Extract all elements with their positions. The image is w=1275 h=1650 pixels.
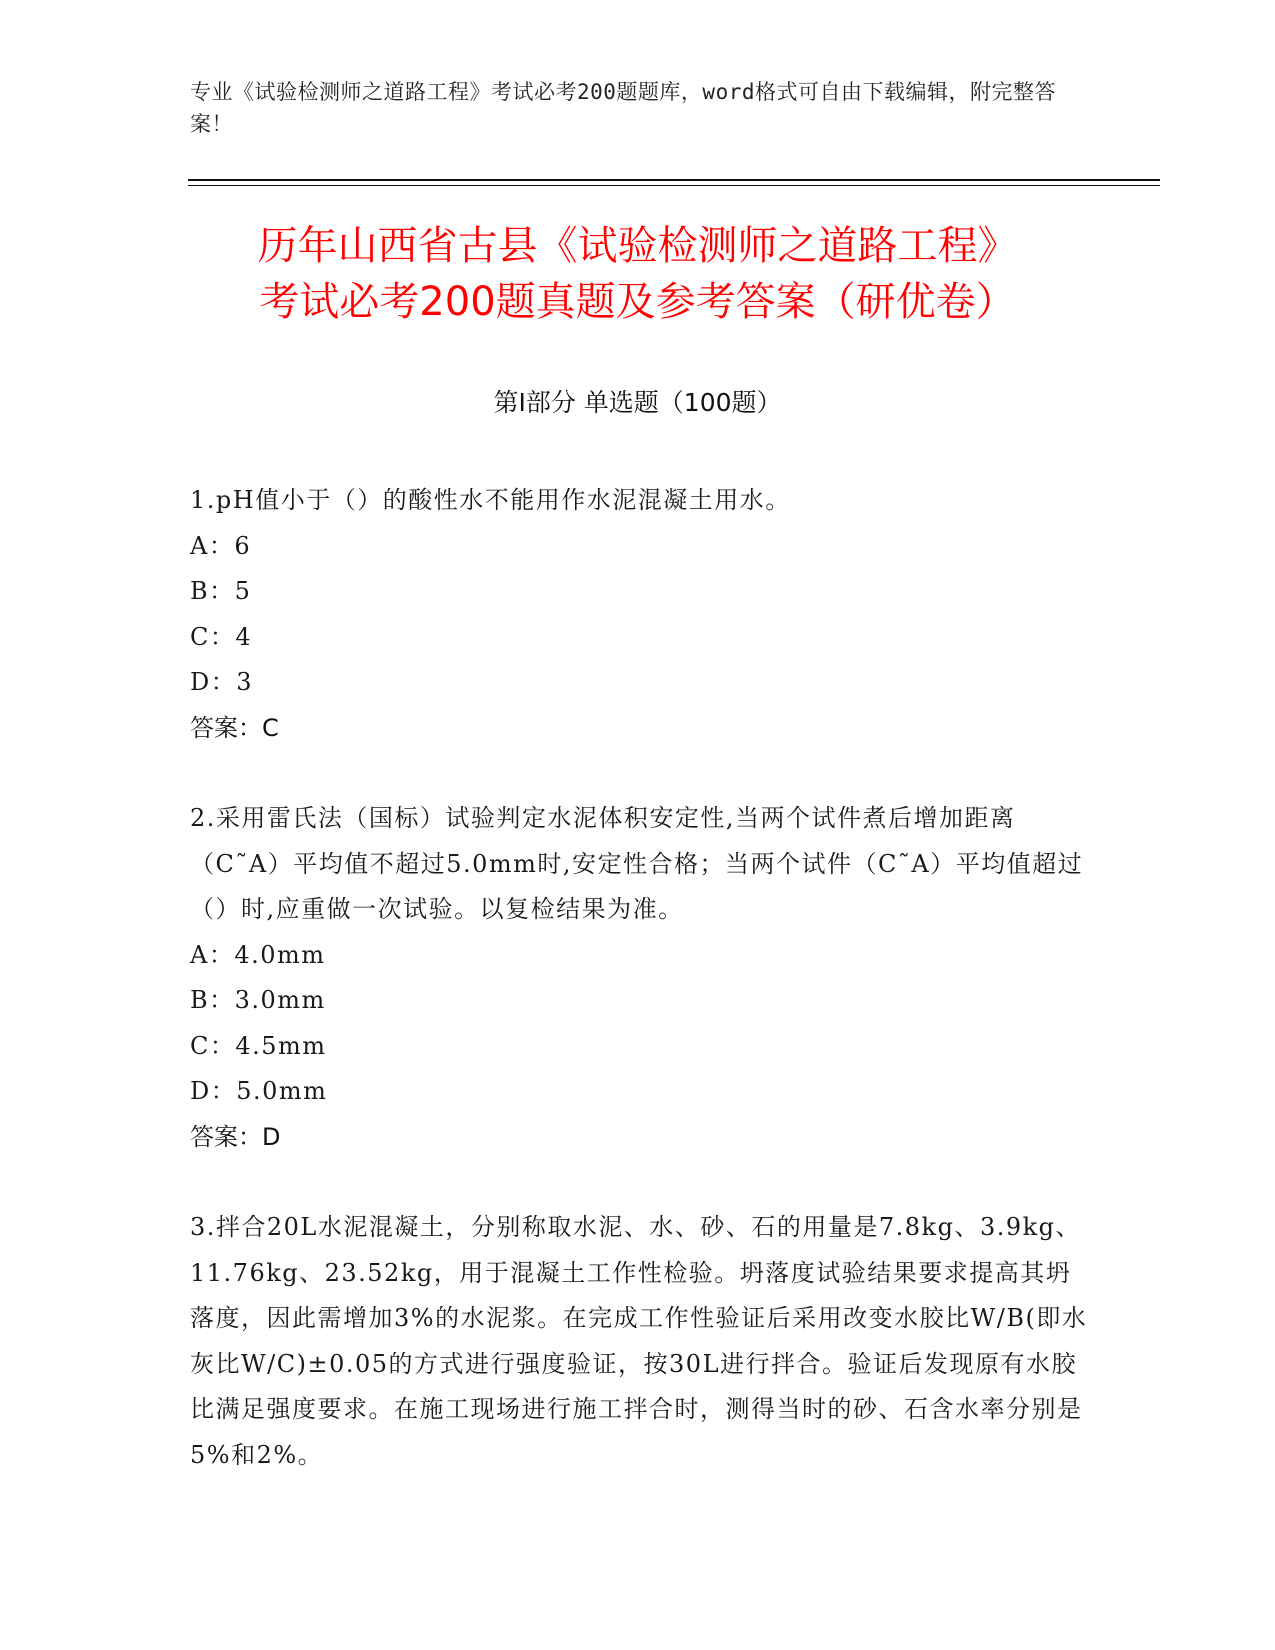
option-b: B：5 [190,577,252,605]
option-c: C：4 [190,622,253,651]
option-a: A：6 [190,531,252,560]
question-stem: 2.采用雷氏法（国标）试验判定水泥体积安定性,当两个试件煮后增加距离（C˜A）平均值不超过5.0mm时,安定性合格；当两个试件（C˜A）平均值超过（）时,应重做一次试验。以复检结果为准。 [190,804,1084,923]
document-title [130,218,1145,330]
document-title-line-2: 考试必考200题真题及参考答案（研优卷） [259,279,1016,325]
header-divider-thin [188,185,1160,186]
option-a: A：4.0mm [190,940,326,969]
option-d: D：5.0mm [190,1077,328,1105]
section-title: 第I部分 单选题（100题） [493,388,782,417]
option-b: B：3.0mm [190,986,326,1014]
question-1 [190,478,1090,751]
answer: 答案：C [190,713,279,742]
question-2 [190,796,1090,1160]
header-note: 专业《试验检测师之道路工程》考试必考200题题库，word格式可自由下载编辑，附完整答案！ [190,80,1056,136]
document-title-line-1: 历年山西省古县《试验检测师之道路工程》 [257,223,1018,269]
question-list [190,478,1090,1478]
question-stem: 3.拌合20L水泥混凝土，分别称取水泥、水、砂、石的用量是7.8kg、3.9kg、11.76kg、23.52kg，用于混凝土工作性检验。坍落度试验结果要求提高其坍落度，因此需增加3%的水泥浆。在完成工作性验证后采用改变水胶比W/B(即水灰比W/C)±0.05的方式进行强度验证，按30L进行拌合。验证后发现原有水胶比满足强度要求。在施工现场进行施工拌合时，测得当时的砂、石含水率分别是5%和2%。 [190,1213,1088,1469]
answer: 答案：D [190,1122,281,1151]
option-c: C：4.5mm [190,1031,327,1060]
question-stem: 1.pH值小于（）的酸性水不能用作水泥混凝土用水。 [190,486,791,514]
option-d: D：3 [190,668,254,696]
question-3 [190,1205,1090,1478]
header-divider-thick [188,179,1160,181]
